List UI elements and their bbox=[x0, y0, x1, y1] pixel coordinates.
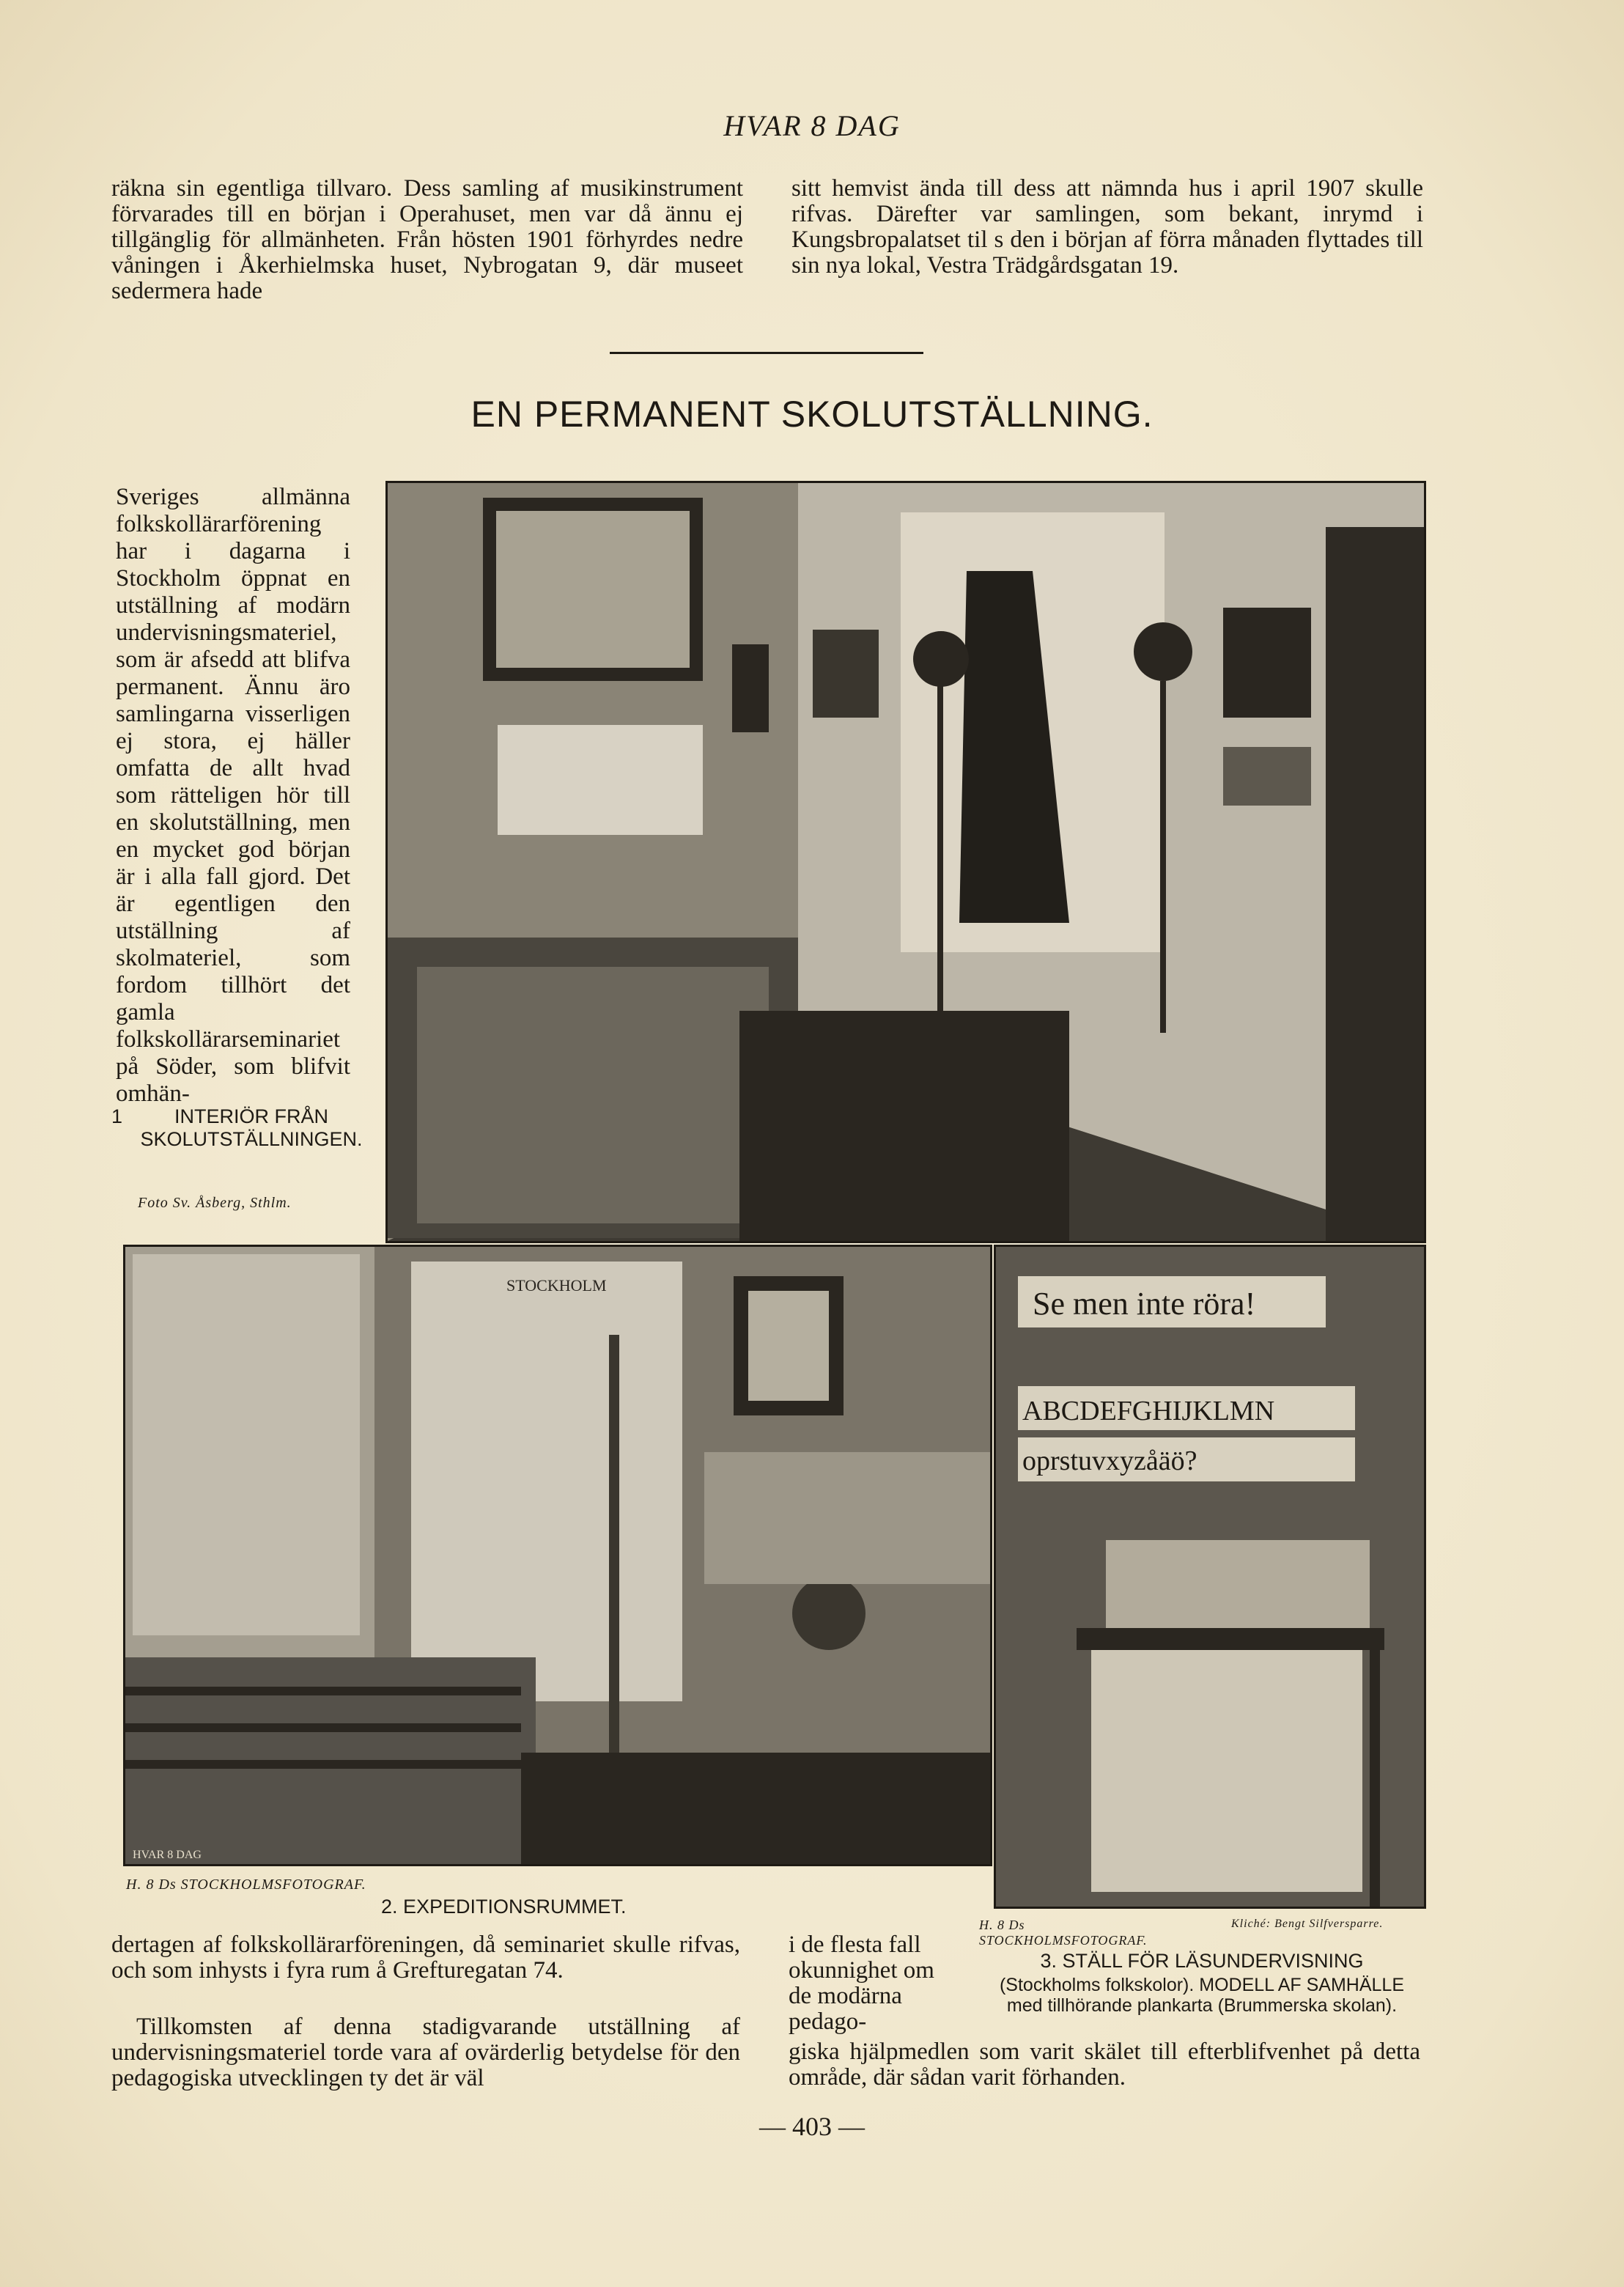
photo2-credit: H. 8 Ds STOCKHOLMSFOTOGRAF. bbox=[126, 1877, 366, 1893]
photo3-credit: H. 8 Ds STOCKHOLMSFOTOGRAF. bbox=[979, 1918, 1148, 1948]
photo2-caption: 2. EXPEDITIONSRUMMET. bbox=[381, 1896, 627, 1918]
sign-text: Se men inte röra! bbox=[1033, 1286, 1256, 1322]
photo1-credit: Foto Sv. Åsberg, Sthlm. bbox=[138, 1195, 292, 1211]
photo2-watermark: HVAR 8 DAG bbox=[133, 1849, 202, 1861]
photo-expeditionsrummet bbox=[123, 1245, 992, 1866]
photo3-caption-line-2: (Stockholms folkskolor). MODELL AF SAMHÄLLE med tillhörande plankarta (Brummerska skolan). bbox=[999, 1975, 1404, 2016]
intro-left-column: räkna sin egentliga tillvaro. Dess samling af musikinstrument förvarades till en början i Operahuset, men var då ännu ej tillgänglig för allmänheten. Från hösten 1901 förhyrdes nedre våningen i Åkerhielmska huset, Nybrogatan 9, där museet sedermera hade bbox=[111, 175, 743, 304]
bottom-middle-text: i de flesta fall okunnighet om de modärna pedago- bbox=[789, 1931, 934, 2035]
article-title: EN PERMANENT SKOLUTSTÄLLNING. bbox=[470, 394, 1154, 435]
bottom-left-paragraph-2: Tillkomsten af denna stadigvarande utställning af undervisningsmateriel torde vara af ovärderlig betydelse för den pedagogiska utvecklingen ty det är väl bbox=[111, 2014, 740, 2091]
intro-right-column: sitt hemvist ända till dess att nämnda hus i april 1907 skulle rifvas. Därefter var samlingen, som bekant, inrymd i Kungsbropalatset til s den i början af förra månaden flyttades till sin nya lokal, Vestra Trädgårdsgatan 19. bbox=[791, 175, 1423, 279]
photo3-cliche-credit: Kliché: Bengt Silfversparre. bbox=[1231, 1918, 1384, 1930]
bottom-right-text: giska hjälpmedlen som varit skälet till efterblifvenhet på detta område, där sådan varit förhanden. bbox=[789, 2039, 1420, 2091]
photo1-number: 1 bbox=[111, 1105, 123, 1127]
photo3-caption-line-1: 3. STÄLL FÖR LÄSUNDERVISNING bbox=[1040, 1950, 1364, 1972]
map-label: STOCKHOLM bbox=[506, 1276, 607, 1295]
article-side-text: Sveriges allmänna folkskollärarförening har i dagarna i Stockholm öppnat en utställning af modärn undervisningsmateriel, som är afsedd att blifva permanent. Ännu äro samlingarna visserligen ej stora, ej häller omfatta de allt hvad som rätteligen hör till en skolutställning, men en mycket god början är i alla fall gjord. Det är egentligen den utställning af skolmateriel, som fordom tillhört det gamla folkskollärarseminariet på Söder, som blifvit omhän- bbox=[116, 484, 350, 1107]
page-number: — 403 — bbox=[759, 2112, 865, 2141]
letters-row-2: oprstuvxyzåäö? bbox=[1022, 1446, 1197, 1476]
letters-row-1: ABCDEFGHIJKLMN bbox=[1022, 1396, 1275, 1426]
photo1-caption: INTERIÖR FRÅN SKOLUTSTÄLLNINGEN. bbox=[140, 1105, 363, 1150]
photo-lasstall bbox=[994, 1245, 1426, 1909]
section-divider bbox=[610, 352, 923, 354]
running-header: HVAR 8 DAG bbox=[723, 109, 901, 142]
photo-interior bbox=[385, 481, 1426, 1243]
bottom-left-paragraph-1: dertagen af folkskollärarföreningen, då seminariet skulle rifvas, och som inhysts i fyra rum å Grefturegatan 74. bbox=[111, 1931, 740, 1984]
